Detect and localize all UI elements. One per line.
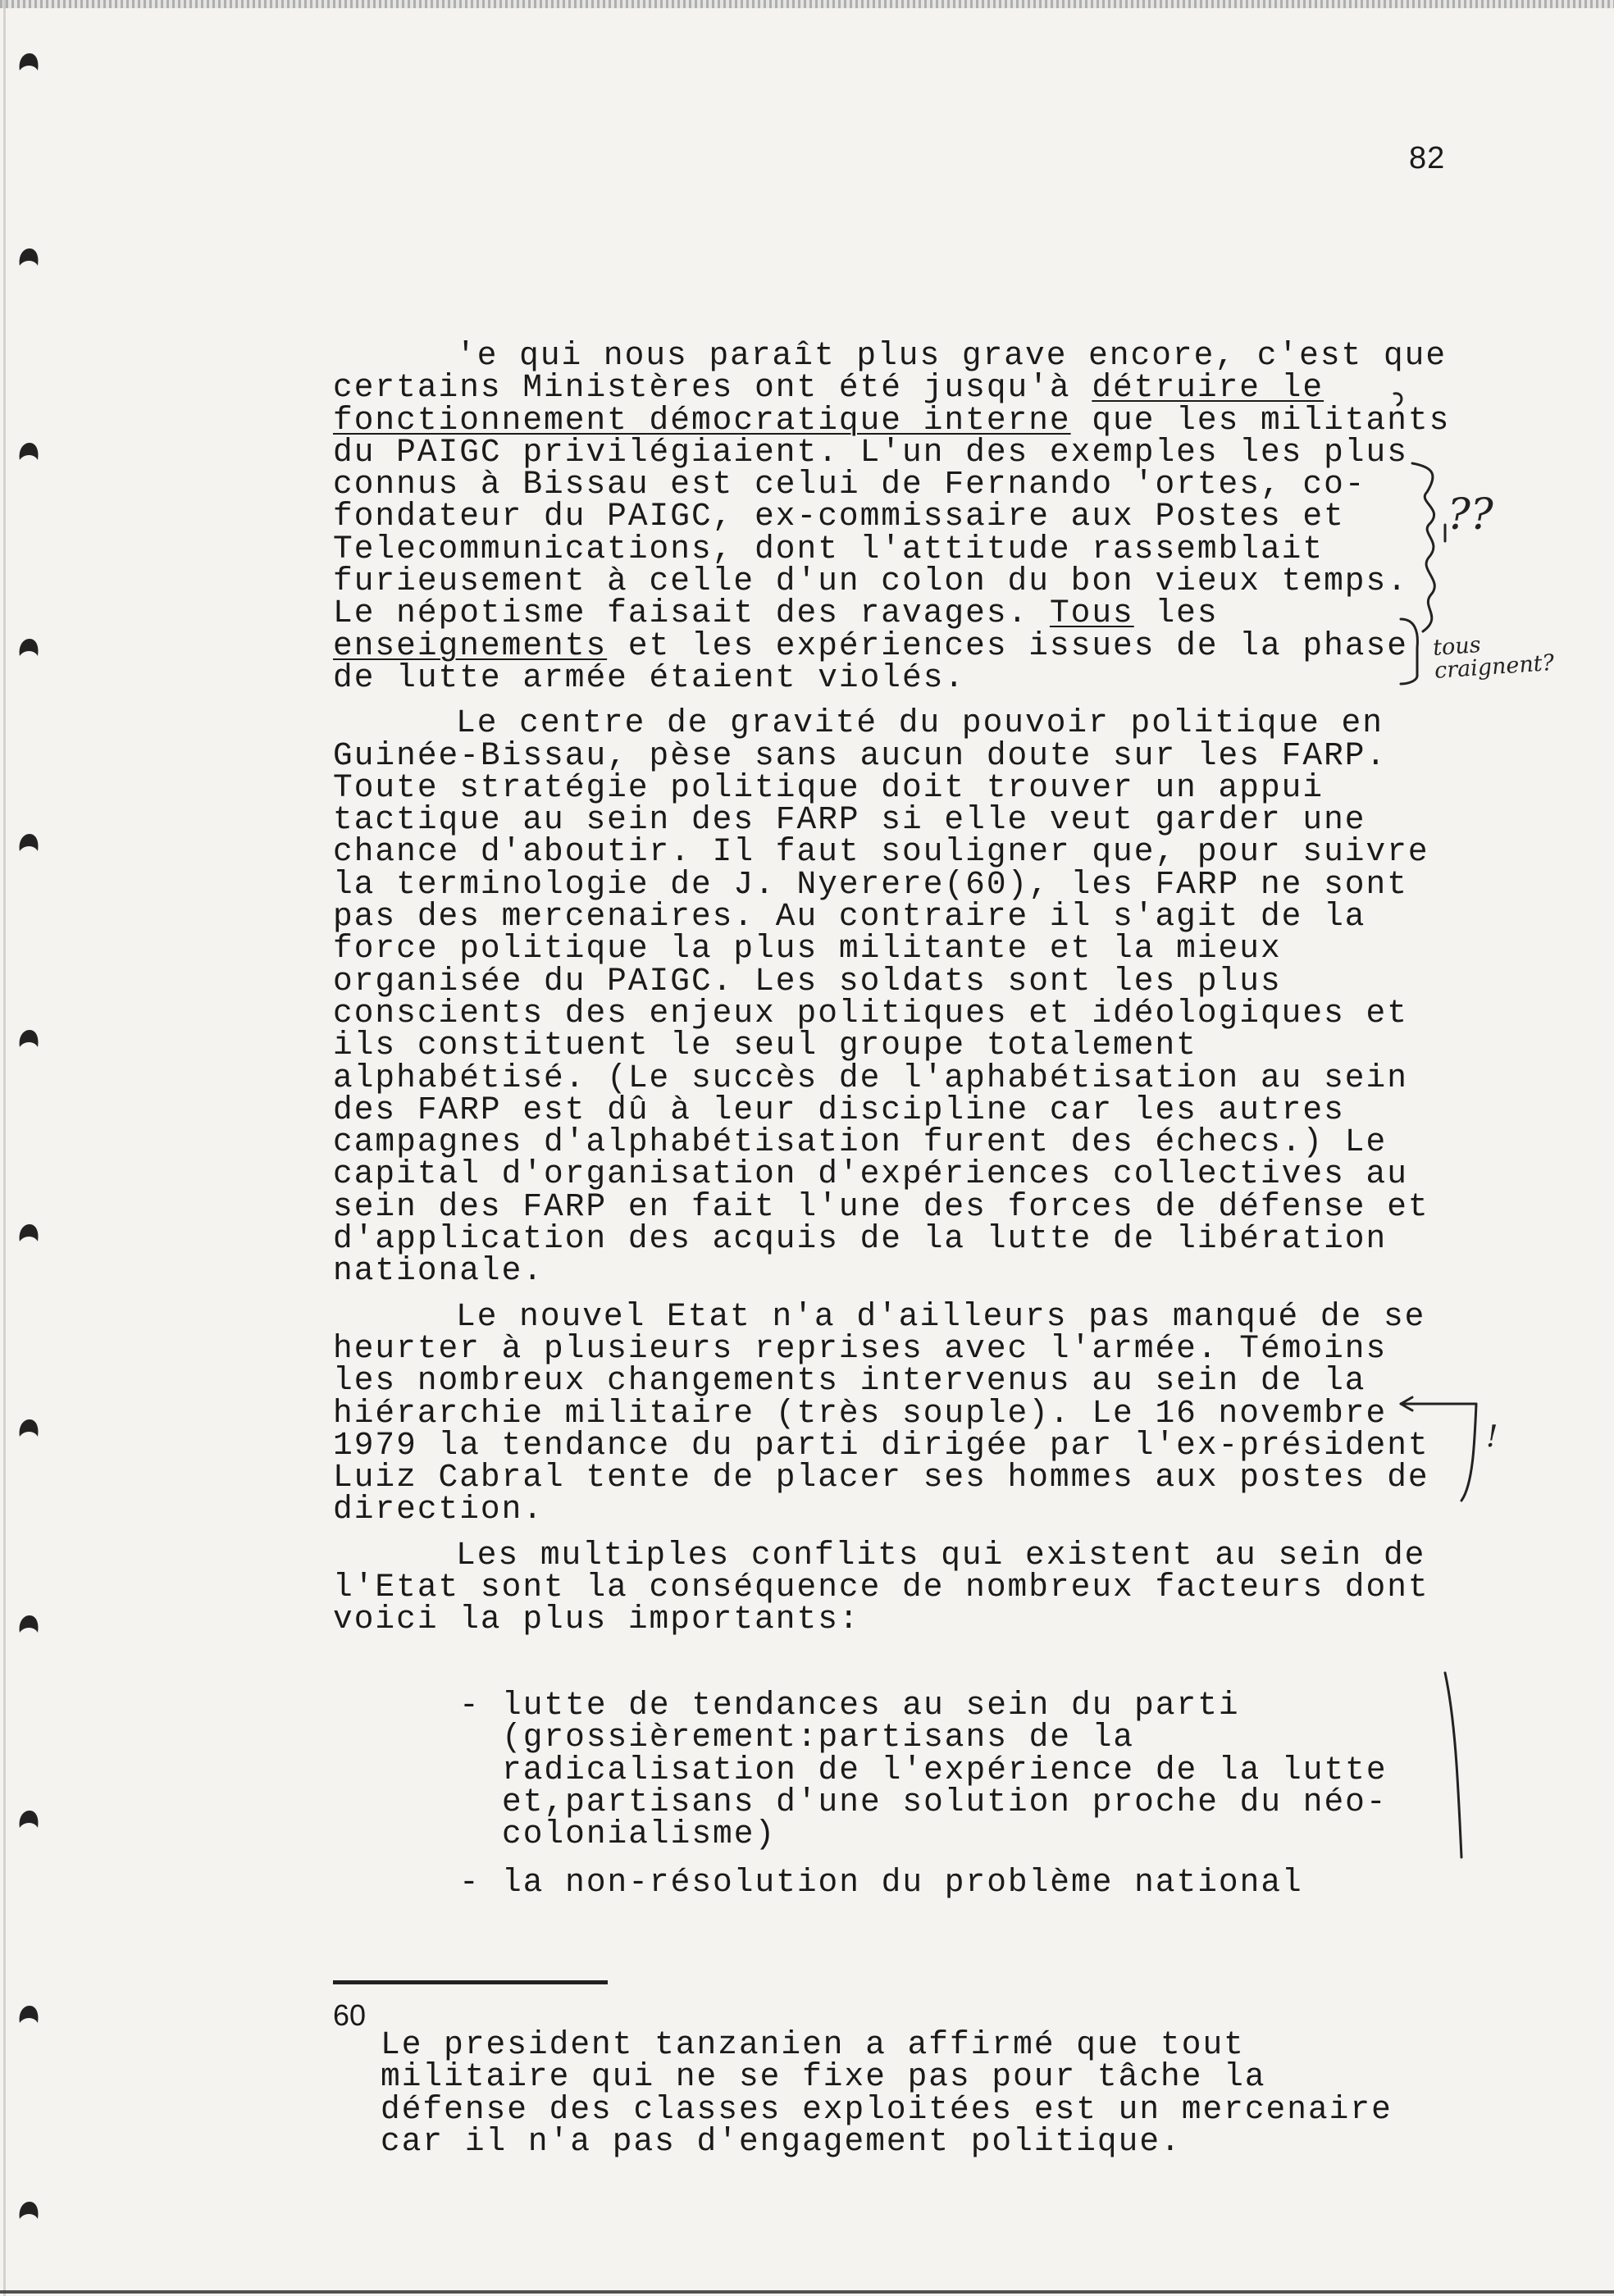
margin-bracket-right	[1461, 1404, 1476, 1501]
footnote-number: 60	[333, 1998, 367, 2032]
text-run: que les militants du PAIGC privilégiaient. L'un des exemples les plus connus à Bissau est celui de Fernando 'ortes, co-fondateur du PAIGC, ex-commissaire aux Postes et Telecommunications, dont l'attitude rassemblait furieusement à celle d'un colon du bon vieux temps. Le népotisme faisait des ravages.	[333, 401, 1451, 632]
binder-hole	[16, 246, 41, 269]
scan-top-edge	[0, 0, 1614, 8]
scan-bottom-edge	[0, 2290, 1614, 2294]
binder-hole	[16, 1417, 41, 1440]
factor-list	[459, 1687, 1394, 1902]
text-run: et les expériences issues de la phase de lutte armée étaient violés.	[333, 626, 1408, 696]
margin-question-marks: ??	[1448, 490, 1493, 540]
text-run: Le nouvel Etat n'a d'ailleurs pas manqué de se heurter à plusieurs reprises avec l'armée. Témoins les nombreux changements intervenus au sein de la hiérarchie militaire (très souple). Le 16 novembre 1979 la tendance du parti dirigée par l'ex-président Luiz Cabral tente de placer ses hommes aux postes de direction.	[333, 1297, 1429, 1528]
binder-hole	[16, 2003, 41, 2026]
paragraph	[333, 704, 1457, 1290]
list-item	[459, 1864, 1394, 1902]
underlined-text: détruire le fonctionnement démocratique interne	[333, 369, 1324, 439]
text-run: Les multiples conflits qui existent au sein de l'Etat sont la conséquence de nombreux facteurs dont voici la plus importants:	[333, 1536, 1429, 1638]
text-run: Le centre de gravité du pouvoir politique en Guinée-Bissau, pèse sans aucun doute sur les FARP. Toute stratégie politique doit trouver un appui tactique au sein des FARP si elle veut garder une chance d'aboutir. Il faut souligner que, pour suivre la terminologie de J. Nyerere(60), les FARP ne sont pas des mercenaires. Au contraire il s'agit de la force politique la plus militante et la mieux organisée du PAIGC. Les soldats sont les plus conscients des enjeux politiques et idéologiques et ils constituent le seul groupe totalement alphabétisé. (Le succès de l'aphabétisation au sein des FARP est dû à leur discipline car les autres campagnes d'alphabétisation furent des échecs.) Le capital d'organisation d'expériences collectives au sein des FARP en fait l'une des forces de défense et d'application des acquis de la lutte de libération nationale.	[333, 704, 1429, 1290]
main-text	[333, 339, 1457, 1636]
binder-hole	[16, 51, 41, 74]
underlined-text: enseignements	[333, 626, 608, 664]
footnote-text: Le president tanzanien a affirmé que tout militaire qui ne se fixe pas pour tâche la défense des classes exploitées est un mercenaire car il n'a pas d'engagement politique.	[381, 2026, 1393, 2160]
binder-hole	[16, 831, 41, 854]
list-side-line	[1445, 1673, 1461, 1857]
underlined-text: Tous	[1049, 594, 1134, 632]
list-item-text: la non-résolution du problème national	[502, 1864, 1303, 1902]
text-run: les	[1133, 594, 1219, 632]
list-item	[459, 1687, 1394, 1853]
binder-hole	[16, 2199, 41, 2222]
binder-hole	[16, 1613, 41, 1636]
list-item-text: lutte de tendances au sein du parti (grossièrement:partisans de la radicalisation de l'expérience de la lutte et,partisans d'une solution proche du néo-colonialisme)	[502, 1687, 1388, 1853]
binder-hole	[16, 1808, 41, 1831]
binder-hole	[16, 636, 41, 659]
paragraph	[333, 339, 1457, 694]
list-dash: -	[459, 1864, 481, 1902]
paragraph	[333, 1297, 1457, 1528]
binder-hole	[16, 440, 41, 463]
binder-hole	[16, 1222, 41, 1245]
paragraph	[333, 1536, 1457, 1638]
margin-exclamation: !	[1486, 1420, 1498, 1454]
footnote-rule	[333, 1980, 608, 1984]
text-run: 'e qui nous paraît plus grave encore, c'est que certains Ministères ont été jusqu'à	[333, 337, 1448, 407]
binder-hole	[16, 1027, 41, 1050]
scan-left-edge	[3, 0, 6, 2296]
margin-handwritten-note: tous craignent?	[1432, 631, 1556, 684]
list-dash: -	[459, 1687, 481, 1724]
page-number: 82	[1409, 141, 1446, 175]
